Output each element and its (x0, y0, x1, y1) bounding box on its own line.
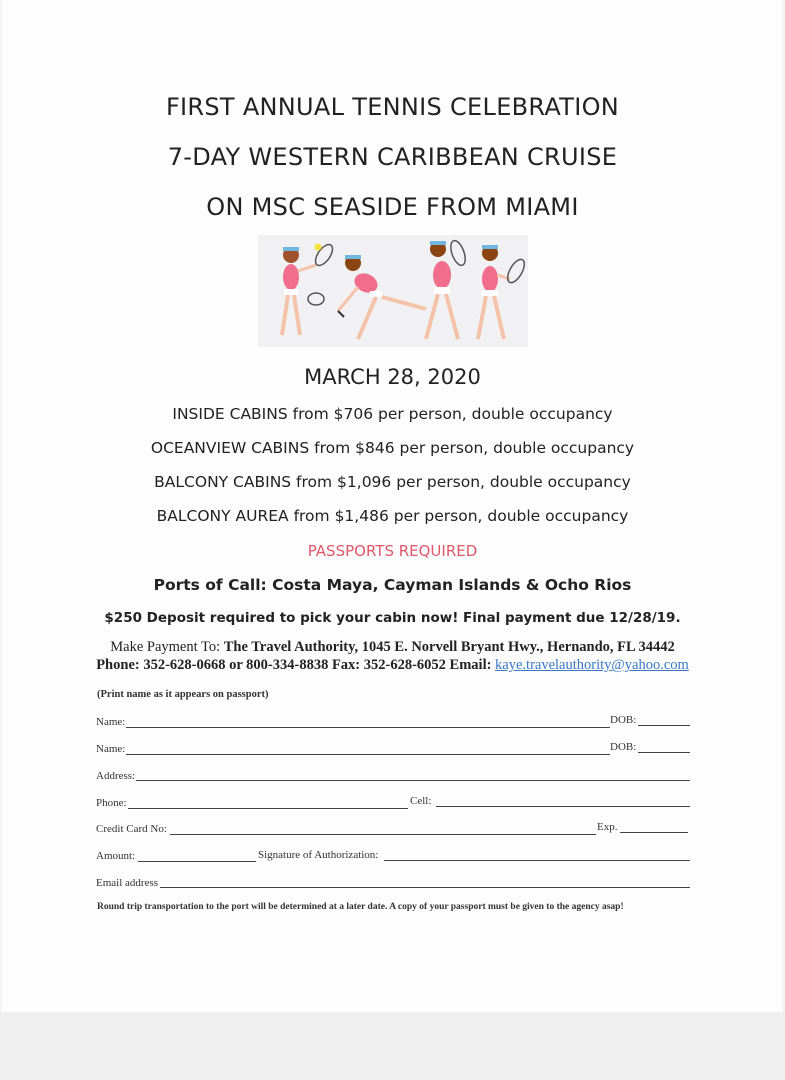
signature-label: Signature of Authorization: (258, 849, 379, 861)
amount-label: Amount: (96, 850, 136, 862)
dob-1-label: DOB: (610, 714, 637, 726)
dob-1-field[interactable] (638, 725, 690, 726)
dob-2-field[interactable] (638, 752, 690, 753)
credit-card-label: Credit Card No: (96, 823, 167, 835)
payment-line (0, 639, 785, 656)
phone-field[interactable] (128, 808, 408, 809)
tennis-players-illustration (258, 235, 528, 347)
address-field[interactable] (136, 780, 690, 781)
exp-field[interactable] (620, 832, 688, 833)
contact-line (0, 657, 785, 674)
payment-agency: The Travel Authority, 1045 E. Norvell Bryant Hwy., Hernando, FL 34442 (223, 639, 675, 655)
tennis-player-3 (426, 239, 468, 339)
address-label: Address: (96, 770, 136, 782)
transportation-note: Round trip transportation to the port will be determined at a later date. A copy of your passport must be given to the agency asap! (97, 902, 624, 912)
signature-field[interactable] (384, 860, 690, 861)
title-line-3: ON MSC SEASIDE FROM MIAMI (206, 193, 579, 221)
tennis-player-4 (478, 245, 528, 339)
ports-of-call: Ports of Call: Costa Maya, Cayman Islands & Ocho Rios (153, 576, 632, 594)
deposit-note: $250 Deposit required to pick your cabin now! Final payment due 12/28/19. (104, 610, 681, 626)
name-1-label: Name: (96, 716, 126, 728)
dob-2-label: DOB: (610, 741, 637, 753)
cruise-date: MARCH 28, 2020 (304, 365, 481, 389)
price-balcony-cabins: BALCONY CABINS from $1,096 per person, double occupancy (154, 473, 631, 491)
price-balcony-aurea: BALCONY AUREA from $1,486 per person, double occupancy (156, 507, 629, 525)
tennis-player-1 (282, 242, 336, 335)
title-line-2: 7-DAY WESTERN CARIBBEAN CRUISE (167, 143, 618, 171)
contact-info: Phone: 352-628-0668 or 800-334-8838 Fax: 352-628-6052 Email: (96, 657, 496, 673)
tennis-player-2 (338, 255, 426, 339)
agency-email-link[interactable]: kaye.travelauthority@yahoo.com (495, 657, 689, 673)
print-name-note: (Print name as it appears on passport) (97, 689, 269, 700)
amount-field[interactable] (138, 861, 256, 862)
passports-required: PASSPORTS REQUIRED (307, 542, 478, 560)
phone-label: Phone: (96, 797, 127, 809)
scanner-background (0, 1012, 785, 1080)
email-address-field[interactable] (160, 887, 690, 888)
payment-prefix: Make Payment To: (110, 639, 224, 655)
title-line-1: FIRST ANNUAL TENNIS CELEBRATION (165, 93, 620, 121)
exp-label: Exp. (597, 821, 618, 833)
cell-field[interactable] (436, 806, 690, 807)
name-1-field[interactable] (126, 727, 610, 728)
cell-label: Cell: (410, 795, 432, 807)
name-2-label: Name: (96, 743, 126, 755)
price-inside-cabins: INSIDE CABINS from $706 per person, double occupancy (172, 405, 613, 423)
name-2-field[interactable] (126, 754, 610, 755)
price-oceanview-cabins: OCEANVIEW CABINS from $846 per person, double occupancy (150, 439, 635, 457)
credit-card-field[interactable] (170, 834, 596, 835)
email-address-label: Email address (96, 877, 159, 889)
